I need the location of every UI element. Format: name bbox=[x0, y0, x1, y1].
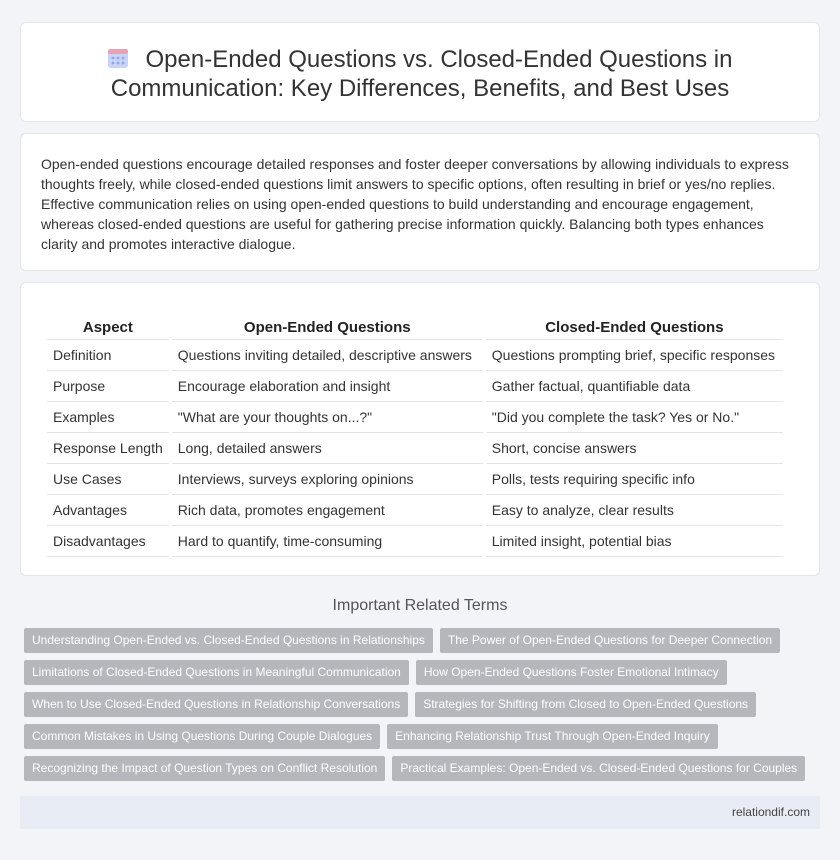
tag-row bbox=[24, 628, 824, 660]
related-term-link[interactable]: Strategies for Shifting from Closed to Open-Ended Questions bbox=[415, 692, 756, 717]
comparison-table bbox=[47, 311, 783, 557]
table-cell: Questions prompting brief, specific responses bbox=[484, 339, 783, 370]
header-aspect: Aspect bbox=[47, 311, 170, 339]
related-term-link[interactable]: Common Mistakes in Using Questions During Couple Dialogues bbox=[24, 724, 380, 749]
related-term-link[interactable]: When to Use Closed-Ended Questions in Relationship Conversations bbox=[24, 692, 408, 717]
table-cell: Long, detailed answers bbox=[170, 432, 484, 463]
tag-row bbox=[24, 660, 824, 692]
related-terms-heading: Important Related Terms bbox=[332, 597, 508, 614]
table-row bbox=[47, 463, 783, 494]
table-row bbox=[47, 525, 783, 556]
related-term-link[interactable]: Practical Examples: Open-Ended vs. Closed-Ended Questions for Couples bbox=[392, 756, 805, 781]
table-cell: Gather factual, quantifiable data bbox=[484, 370, 783, 401]
header-closed-ended: Closed-Ended Questions bbox=[484, 311, 783, 339]
table-cell: Purpose bbox=[47, 370, 170, 401]
table-row bbox=[47, 339, 783, 370]
footer bbox=[20, 796, 820, 829]
table-row bbox=[47, 370, 783, 401]
table-cell: Encourage elaboration and insight bbox=[170, 370, 484, 401]
footer-site-link[interactable]: relationdif.com bbox=[731, 805, 810, 819]
related-term-link[interactable]: The Power of Open-Ended Questions for Deeper Connection bbox=[440, 628, 780, 653]
page-title bbox=[51, 45, 789, 103]
table-cell: Response Length bbox=[47, 432, 170, 463]
tag-row bbox=[24, 756, 824, 788]
related-term-link[interactable]: Enhancing Relationship Trust Through Open-Ended Inquiry bbox=[387, 724, 718, 749]
header-open-ended: Open-Ended Questions bbox=[170, 311, 484, 339]
table-cell: Rich data, promotes engagement bbox=[170, 494, 484, 525]
related-term-link[interactable]: Limitations of Closed-Ended Questions in Meaningful Communication bbox=[24, 660, 409, 685]
table-cell: Hard to quantify, time-consuming bbox=[170, 525, 484, 556]
related-term-link[interactable]: Understanding Open-Ended vs. Closed-Ended Questions in Relationships bbox=[24, 628, 433, 653]
calendar-grid-icon bbox=[107, 47, 129, 69]
comparison-table-card bbox=[20, 282, 820, 576]
related-term-link[interactable]: Recognizing the Impact of Question Types on Conflict Resolution bbox=[24, 756, 385, 781]
table-header-row bbox=[47, 311, 783, 339]
table-cell: Questions inviting detailed, descriptive answers bbox=[170, 339, 484, 370]
intro-paragraph: Open-ended questions encourage detailed responses and foster deeper conversations by allowing individuals to express thoughts freely, while closed-ended questions limit answers to specific options, often resulting in brief or yes/no replies. Effective communication relies on using open-ended questions to build understanding and encourage engagement, whereas closed-ended questions are useful for gathering precise information quickly. Balancing both types enhances clarity and promotes interactive dialogue. bbox=[41, 156, 789, 252]
tag-row bbox=[24, 692, 824, 724]
table-cell: Examples bbox=[47, 401, 170, 432]
table-cell: Use Cases bbox=[47, 463, 170, 494]
page-title-text: Open-Ended Questions vs. Closed-Ended Questions in Communication: Key Differences, Benefits, and Best Uses bbox=[110, 46, 733, 102]
table-cell: Short, concise answers bbox=[484, 432, 783, 463]
table-row bbox=[47, 432, 783, 463]
table-cell: Advantages bbox=[47, 494, 170, 525]
table-row bbox=[47, 494, 783, 525]
intro-card bbox=[20, 133, 820, 271]
table-cell: "Did you complete the task? Yes or No." bbox=[484, 401, 783, 432]
related-terms-list bbox=[24, 628, 824, 788]
related-term-link[interactable]: How Open-Ended Questions Foster Emotional Intimacy bbox=[416, 660, 727, 685]
table-row bbox=[47, 401, 783, 432]
table-cell: Easy to analyze, clear results bbox=[484, 494, 783, 525]
table-cell: Disadvantages bbox=[47, 525, 170, 556]
tag-row bbox=[24, 724, 824, 756]
title-card bbox=[20, 22, 820, 122]
table-cell: Polls, tests requiring specific info bbox=[484, 463, 783, 494]
table-cell: "What are your thoughts on...?" bbox=[170, 401, 484, 432]
table-cell: Definition bbox=[47, 339, 170, 370]
table-cell: Interviews, surveys exploring opinions bbox=[170, 463, 484, 494]
table-cell: Limited insight, potential bias bbox=[484, 525, 783, 556]
